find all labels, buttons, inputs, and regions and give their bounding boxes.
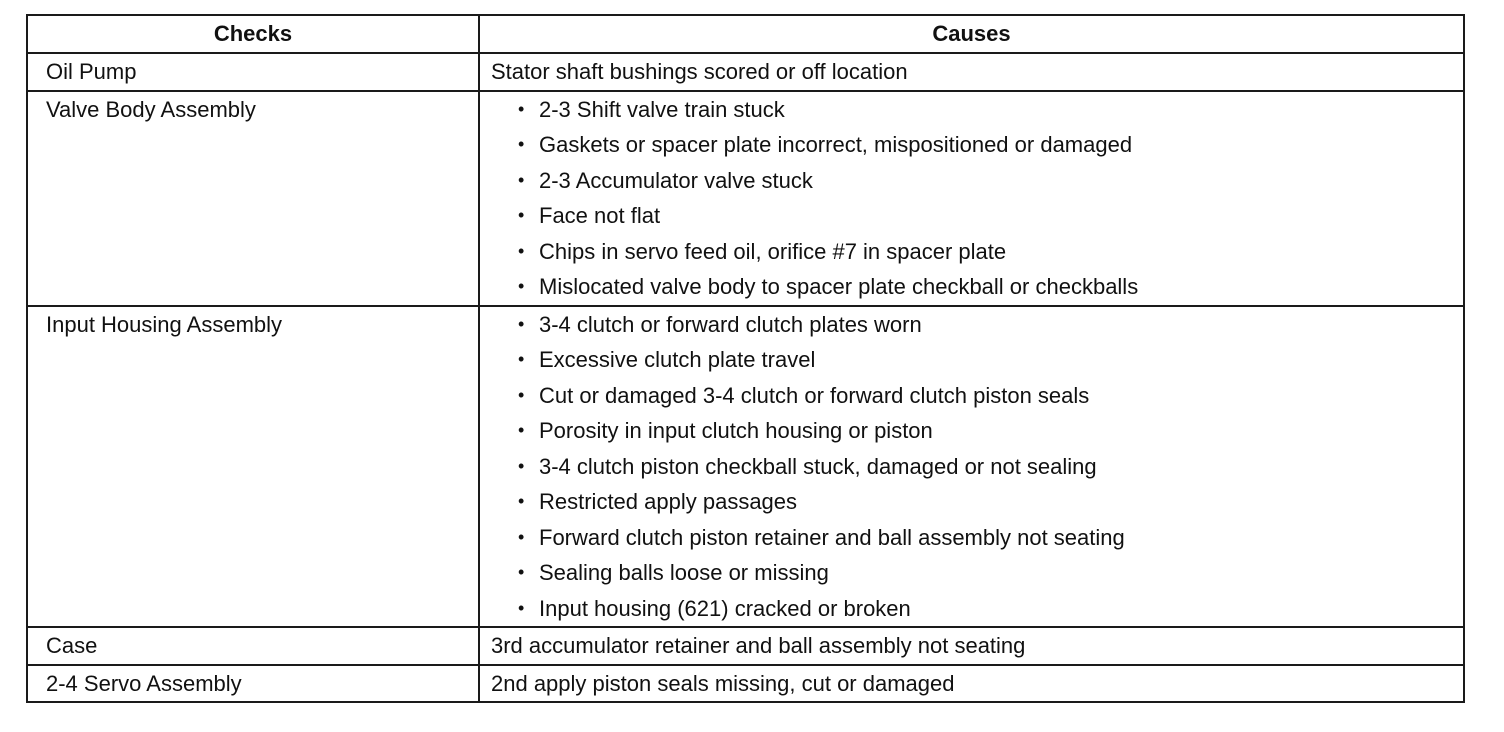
table-row-case: [27, 627, 1464, 665]
table-row-servo: [27, 665, 1464, 703]
cause-cell: 3rd accumulator retainer and ball assembly not seating: [479, 627, 1464, 665]
table-row-oil-pump: [27, 53, 1464, 91]
list-item: • Face not flat: [491, 198, 1463, 234]
list-item: • 2-3 Accumulator valve stuck: [491, 163, 1463, 199]
bullet-icon: •: [518, 349, 525, 369]
list-item: • Forward clutch piston retainer and ball assembly not seating: [491, 520, 1463, 556]
list-item: • Excessive clutch plate travel: [491, 342, 1463, 378]
cause-list-cell: [479, 91, 1464, 306]
diagnosis-table-container: [26, 14, 1463, 703]
list-item: • Sealing balls loose or missing: [491, 555, 1463, 591]
cause-list: [491, 307, 1463, 627]
bullet-icon: •: [518, 455, 525, 476]
list-item: • 3-4 clutch piston checkball stuck, damaged or not sealing: [491, 449, 1463, 485]
check-cell: Valve Body Assembly: [27, 91, 479, 306]
check-cell: 2-4 Servo Assembly: [27, 665, 479, 703]
list-item: • Chips in servo feed oil, orifice #7 in spacer plate: [491, 234, 1463, 270]
cause-cell: Stator shaft bushings scored or off location: [479, 53, 1464, 91]
header-causes: Causes: [479, 15, 1464, 53]
table-row-input-housing: [27, 306, 1464, 628]
bullet-icon: •: [518, 313, 525, 334]
check-cell: Case: [27, 627, 479, 665]
cause-list-cell: [479, 306, 1464, 628]
list-item: • 2-3 Shift valve train stuck: [491, 92, 1463, 128]
bullet-icon: •: [518, 98, 525, 119]
list-item: • Gaskets or spacer plate incorrect, mispositioned or damaged: [491, 127, 1463, 163]
list-item: • Restricted apply passages: [491, 484, 1463, 520]
bullet-icon: •: [518, 169, 525, 190]
header-checks: Checks: [27, 15, 479, 53]
list-item: • Mislocated valve body to spacer plate checkball or checkballs: [491, 269, 1463, 305]
list-item: • 3-4 clutch or forward clutch plates worn: [491, 307, 1463, 343]
bullet-icon: •: [518, 526, 525, 547]
bullet-icon: •: [518, 491, 525, 511]
cause-cell: 2nd apply piston seals missing, cut or damaged: [479, 665, 1464, 703]
diagnosis-table: [26, 14, 1465, 703]
list-item: • Input housing (621) cracked or broken: [491, 591, 1463, 627]
bullet-icon: •: [518, 240, 525, 261]
bullet-icon: •: [518, 597, 525, 618]
list-item: • Porosity in input clutch housing or piston: [491, 413, 1463, 449]
list-item: • Cut or damaged 3-4 clutch or forward clutch piston seals: [491, 378, 1463, 414]
check-cell: Input Housing Assembly: [27, 306, 479, 628]
bullet-icon: •: [518, 562, 525, 582]
header-row: [27, 15, 1464, 53]
cause-list: [491, 92, 1463, 305]
check-cell: Oil Pump: [27, 53, 479, 91]
bullet-icon: •: [518, 384, 525, 405]
bullet-icon: •: [518, 420, 525, 440]
table-row-valve-body: [27, 91, 1464, 306]
bullet-icon: •: [518, 205, 525, 225]
bullet-icon: •: [518, 134, 525, 154]
bullet-icon: •: [518, 276, 525, 296]
